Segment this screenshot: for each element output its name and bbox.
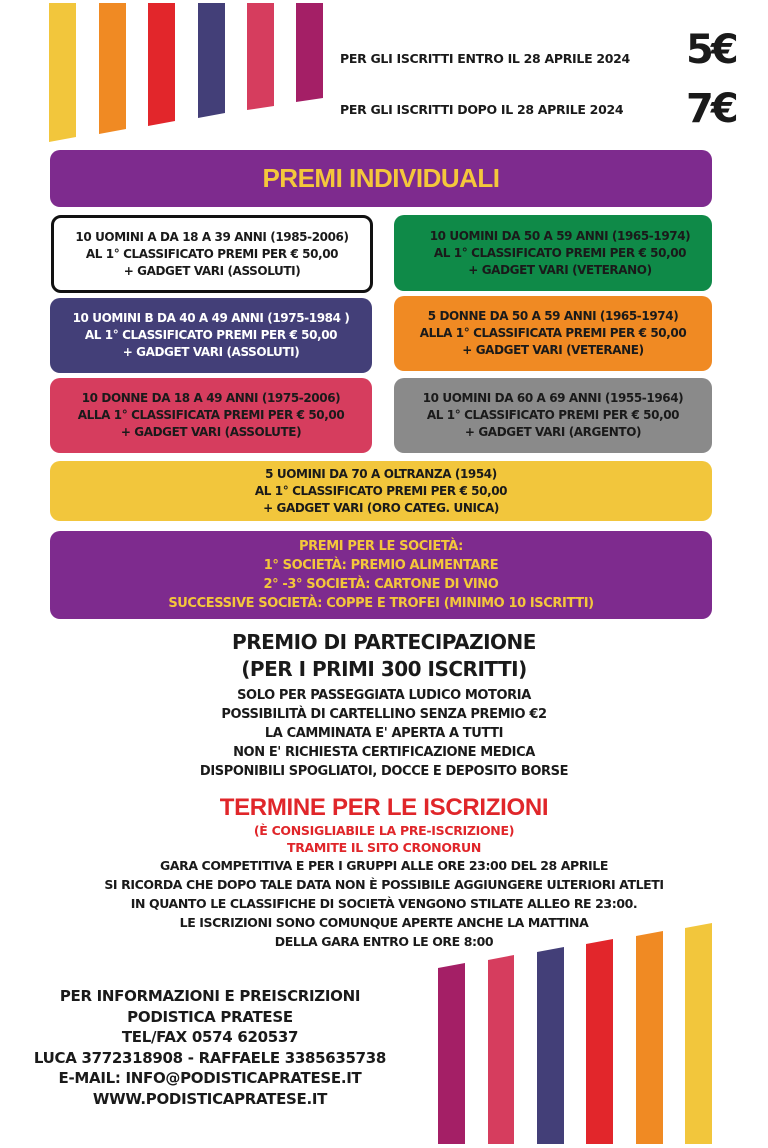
category-line: AL 1° CLASSIFICATO PREMI PER € 50,00 [85, 246, 339, 261]
category-line: 5 DONNE DA 50 A 59 ANNI (1965-1974) [427, 309, 679, 323]
category-line: + GADGET VARI (ARGENTO) [464, 425, 642, 439]
premi-societa-line: 2° -3° SOCIETÀ: CARTONE DI VINO [263, 577, 499, 592]
stripes-bottom-graphic [420, 910, 768, 1148]
premi-societa-line: 1° SOCIETÀ: PREMIO ALIMENTARE [263, 558, 499, 573]
partecipazione-subtitle: (PER I PRIMI 300 ISCRITTI) [241, 657, 527, 681]
category-line: 5 UOMINI DA 70 A OLTRANZA (1954) [265, 466, 497, 481]
termine-cronorun: TRAMITE IL SITO CRONORUN [286, 840, 481, 855]
category-line: + GADGET VARI (ASSOLUTI) [123, 263, 301, 278]
contatti-website[interactable]: WWW.PODISTICAPRATESE.IT [92, 1089, 328, 1108]
category-uomini-oro [50, 461, 712, 521]
contatti-heading: PER INFORMAZIONI E PREISCRIZIONI [59, 987, 361, 1005]
partecipazione-line: LA CAMMINATA E' APERTA A TUTTI [264, 726, 504, 741]
category-line: 10 DONNE DA 18 A 49 ANNI (1975-2006) [81, 391, 341, 405]
category-uomini-argento [394, 378, 712, 453]
termine-line: IN QUANTO LE CLASSIFICHE DI SOCIETÀ VENGONO STILATE ALLEO RE 23:00. [130, 896, 638, 911]
premi-societa-title: PREMI PER LE SOCIETÀ: [299, 539, 463, 554]
category-line: + GADGET VARI (VETERANO) [468, 262, 652, 277]
category-uomini-b [50, 298, 372, 373]
category-line: AL 1° CLASSIFICATO PREMI PER € 50,00 [433, 245, 687, 260]
category-line: AL 1° CLASSIFICATO PREMI PER € 50,00 [254, 483, 508, 498]
category-line: 10 UOMINI DA 60 A 69 ANNI (1955-1964) [422, 391, 684, 405]
termine-subtitle: (È CONSIGLIABILE LA PRE-ISCRIZIONE) [253, 823, 515, 838]
category-line: + GADGET VARI (VETERANE) [462, 343, 644, 357]
price-late-value: 7€ [686, 86, 736, 132]
category-donne-veterane [394, 296, 712, 371]
category-uomini-veterano [394, 215, 712, 291]
contatti-phones: LUCA 3772318908 - RAFFAELE 3385635738 [33, 1048, 387, 1067]
category-line: AL 1° CLASSIFICATO PREMI PER € 50,00 [84, 328, 338, 342]
partecipazione-title: PREMIO DI PARTECIPAZIONE [232, 630, 536, 654]
category-line: + GADGET VARI (ASSOLUTI) [122, 345, 300, 359]
termine-line: DELLA GARA ENTRO LE ORE 8:00 [274, 934, 494, 949]
termine-line: SI RICORDA CHE DOPO TALE DATA NON È POSSIBILE AGGIUNGERE ULTERIORI ATLETI [104, 877, 664, 892]
premi-societa-box [50, 531, 712, 619]
category-line: 10 UOMINI A DA 18 A 39 ANNI (1985-2006) [75, 229, 349, 244]
category-line: 10 UOMINI B DA 40 A 49 ANNI (1975-1984 ) [72, 311, 350, 325]
category-line: AL 1° CLASSIFICATO PREMI PER € 50,00 [426, 408, 680, 422]
category-donne-assolute [50, 378, 372, 453]
partecipazione-line: DISPONIBILI SPOGLIATOI, DOCCE E DEPOSITO BORSE [199, 764, 569, 779]
premi-societa-line: SUCCESSIVE SOCIETÀ: COPPE E TROFEI (MINIMO 10 ISCRITTI) [168, 596, 594, 611]
contatti-email[interactable]: E-MAIL: INFO@PODISTICAPRATESE.IT [58, 1069, 362, 1087]
category-line: 10 UOMINI DA 50 A 59 ANNI (1965-1974) [429, 228, 691, 243]
premi-individuali-header [50, 150, 712, 207]
category-line: + GADGET VARI (ASSOLUTE) [120, 425, 302, 439]
contatti-section [0, 986, 420, 1109]
price-early-value: 5€ [686, 27, 736, 73]
price-late-label: PER GLI ISCRITTI DOPO IL 28 APRILE 2024 [340, 102, 624, 117]
category-line: ALLA 1° CLASSIFICATA PREMI PER € 50,00 [77, 408, 345, 422]
partecipazione-line: SOLO PER PASSEGGIATA LUDICO MOTORIA [237, 688, 531, 703]
partecipazione-line: NON E' RICHIESTA CERTIFICAZIONE MEDICA [233, 745, 535, 760]
category-line: ALLA 1° CLASSIFICATA PREMI PER € 50,00 [419, 326, 687, 340]
category-uomini-a [51, 215, 373, 293]
price-early-label: PER GLI ISCRITTI ENTRO IL 28 APRILE 2024 [340, 51, 630, 66]
category-line: + GADGET VARI (ORO CATEG. UNICA) [263, 500, 499, 515]
premi-individuali-title: PREMI INDIVIDUALI [262, 163, 500, 193]
partecipazione-line: POSSIBILITÀ DI CARTELLINO SENZA PREMIO €2 [221, 707, 547, 722]
stripes-top-graphic [0, 0, 340, 150]
contatti-organizer: PODISTICA PRATESE [127, 1007, 293, 1026]
contatti-telfax: TEL/FAX 0574 620537 [121, 1028, 299, 1046]
partecipazione-section [0, 629, 768, 781]
termine-line: GARA COMPETITIVA E PER I GRUPPI ALLE ORE 23:00 DEL 28 APRILE [159, 858, 609, 873]
termine-title: TERMINE PER LE ISCRIZIONI [219, 794, 549, 821]
termine-line: LE ISCRIZIONI SONO COMUNQUE APERTE ANCHE LA MATTINA [179, 915, 589, 930]
